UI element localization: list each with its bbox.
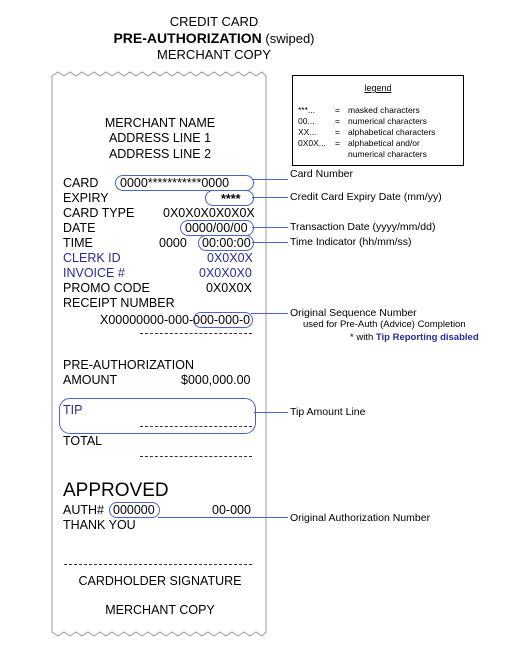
time-number: 0000 (159, 236, 187, 250)
legend-eq: = (335, 138, 340, 148)
invoice-value: 0X0X0X0 (199, 266, 252, 280)
total-label: TOTAL (63, 434, 103, 448)
callout-sequence-note (350, 332, 479, 343)
callout-line-auth (158, 517, 288, 518)
card-type-label: CARD TYPE (63, 206, 135, 220)
signature-line (64, 564, 252, 565)
footer-merchant-copy: MERCHANT COPY (105, 603, 215, 617)
date-label: DATE (63, 221, 96, 235)
address-line-1: ADDRESS LINE 1 (108, 131, 212, 145)
card-label: CARD (63, 176, 99, 190)
promo-code-value: 0X0X0X (206, 281, 252, 295)
legend-desc: numerical characters (348, 149, 427, 159)
header-title: CREDIT CARD (169, 14, 259, 29)
callout-line-sequence (251, 313, 288, 314)
header-swiped: (swiped) (261, 31, 315, 46)
callout-line-tip (254, 412, 288, 413)
merchant-name: MERCHANT NAME (104, 116, 216, 130)
callout-auth-number: Original Authorization Number (290, 512, 431, 524)
clerk-id-label: CLERK ID (63, 251, 121, 265)
callout-line-expiry (252, 197, 288, 198)
header-subtitle (64, 30, 364, 46)
legend-sym: 0X0X... (298, 138, 326, 148)
legend-desc: masked characters (348, 105, 420, 115)
legend-title: legend (364, 83, 392, 93)
callout-transaction-date: Transaction Date (yyyy/mm/dd) (290, 221, 436, 233)
callout-line-card (252, 179, 288, 180)
auth-oval (109, 502, 160, 518)
signature-label: CARDHOLDER SIGNATURE (78, 574, 242, 588)
legend-eq: = (335, 116, 340, 126)
callout-note-bold: Tip Reporting disabled (375, 332, 479, 343)
legend-sym: 00... (298, 116, 315, 126)
time-oval (198, 235, 254, 251)
clerk-id-value: 0X0X0X (207, 251, 253, 265)
auth-code: 00-000 (212, 503, 251, 517)
legend-desc: alphabetical and/or (348, 138, 420, 148)
invoice-label: INVOICE # (63, 266, 125, 280)
promo-code-label: PROMO CODE (63, 281, 150, 295)
header-copy: MERCHANT COPY (157, 47, 271, 62)
legend-desc: alphabetical characters (348, 127, 436, 137)
auth-value: 000000 (113, 503, 155, 517)
tip-line (140, 426, 252, 427)
divider (140, 333, 252, 334)
legend-eq: = (335, 105, 340, 115)
approved-text: APPROVED (63, 480, 169, 501)
expiry-oval (205, 190, 254, 206)
time-label: TIME (63, 236, 93, 250)
callout-tip-line: Tip Amount Line (290, 406, 366, 418)
preauth-label: PRE-AUTHORIZATION (63, 358, 195, 372)
header-preauth: PRE-AUTHORIZATION (113, 30, 262, 46)
amount-value: $000,000.00 (181, 373, 251, 387)
receipt-number-label: RECEIPT NUMBER (63, 296, 175, 310)
total-line (140, 456, 252, 457)
callout-card-number: Card Number (290, 168, 354, 180)
date-value: 0000/00/00 (185, 221, 248, 235)
address-line-2: ADDRESS LINE 2 (108, 147, 212, 161)
thank-you: THANK YOU (63, 518, 136, 532)
card-oval (115, 175, 254, 191)
callout-sequence-sub: used for Pre-Auth (Advice) Completion (303, 319, 466, 330)
legend-eq: = (335, 127, 340, 137)
legend-sym: XX... (298, 127, 317, 137)
time-value: 00:00:00 (202, 236, 251, 250)
callout-note-prefix: * with (350, 332, 376, 343)
legend-sym: ***... (298, 105, 316, 115)
callout-line-date (252, 227, 288, 228)
expiry-label: EXPIRY (63, 191, 109, 205)
legend-desc: numerical characters (348, 116, 427, 126)
callout-line-time (252, 242, 288, 243)
receipt-number-value: X00000000-000-000-000-0 (100, 313, 251, 327)
auth-label: AUTH# (63, 503, 104, 517)
date-oval (180, 220, 254, 236)
legend-box (292, 75, 464, 166)
callout-expiry: Credit Card Expiry Date (mm/yy) (290, 191, 442, 203)
card-value: 0000***********0000 (120, 176, 230, 190)
card-type-value: 0X0X0X0X0X0X (163, 206, 255, 220)
amount-label: AMOUNT (63, 373, 118, 387)
callout-sequence-number: Original Sequence Number (290, 307, 417, 319)
sequence-oval (193, 312, 253, 328)
tip-oval (59, 398, 256, 434)
expiry-value: **** (221, 192, 241, 206)
tip-label: TIP (63, 403, 83, 417)
callout-time-indicator: Time Indicator (hh/mm/ss) (290, 236, 412, 248)
